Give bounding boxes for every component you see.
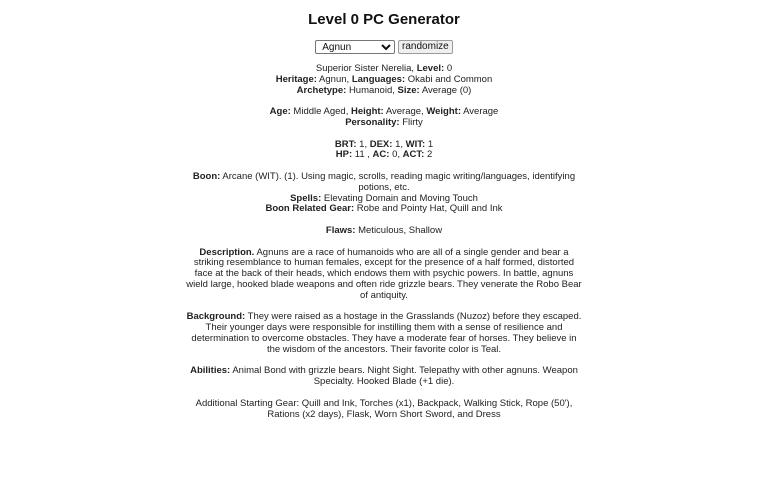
appearance-section [184, 107, 584, 129]
hp-label: HP: [335, 149, 353, 161]
abilities-section [184, 366, 584, 388]
brt-value: 1, [359, 138, 368, 150]
flaws-section [184, 226, 584, 237]
age-label: Age: [269, 106, 291, 118]
personality-value: Flirty [402, 116, 423, 128]
brt-label: BRT: [334, 138, 357, 150]
description-section [184, 248, 584, 302]
generator-controls [0, 40, 768, 54]
flaws-label: Flaws: [325, 224, 356, 236]
background-label: Background: [186, 311, 246, 323]
background-section [184, 312, 584, 355]
archetype-value: Humanoid, [348, 84, 395, 96]
boon-value: Arcane (WIT). (1). Using magic, scrolls, reading magic writing/languages, identifying potions, etc. [222, 170, 576, 193]
level-value: 0 [446, 63, 453, 74]
age-value: Middle Aged, [293, 106, 349, 118]
boon-gear-label: Boon Related Gear: [265, 203, 355, 215]
spells-value: Elevating Domain and Moving Touch [323, 192, 478, 204]
height-label: Height: [351, 106, 384, 118]
character-sheet [184, 64, 584, 431]
wit-label: WIT: [405, 138, 426, 150]
ac-label: AC: [372, 149, 390, 161]
weight-value: Average [463, 106, 499, 118]
flaws-value: Meticulous, Shallow [358, 224, 443, 236]
level-label: Level: [416, 63, 445, 74]
character-name: Superior Sister Nerelia, [315, 63, 415, 74]
boon-gear-value: Robe and Pointy Hat, Quill and Ink [356, 203, 503, 215]
heritage-label: Heritage: [275, 73, 317, 85]
starting-gear-value: Additional Starting Gear: Quill and Ink, Torches (x1), Backpack, Walking Stick, Rope (50'), Rations (x2 days), Flask, Worn Short Sword, and Dress [195, 397, 573, 420]
heritage-select[interactable] [315, 40, 395, 54]
dex-label: DEX: [369, 138, 393, 150]
description-value: Agnuns are a race of humanoids who are all of a single gender and bear a striking resemblance to human females, except for the presence of a half formed, distorted face at the back of their heads, which endows them with psychic powers. In battle, agnuns wield large, hooked blade weapons and often ride grizzle bears. They venerate the Robo Bear of antiquity. [186, 246, 582, 301]
ac-value: 0, [392, 149, 401, 161]
act-value: 2 [426, 149, 433, 161]
hp-value: 11 , [354, 149, 370, 161]
spells-label: Spells: [290, 192, 322, 204]
randomize-button[interactable]: randomize [398, 40, 453, 54]
abilities-value: Animal Bond with grizzle bears. Night Sight. Telepathy with other agnuns. Weapon Specialty. Hooked Blade (+1 die). [232, 365, 578, 388]
boon-label: Boon: [192, 170, 221, 182]
languages-value: Okabi and Common [407, 73, 493, 85]
identity-section [184, 64, 584, 96]
weight-label: Weight: [426, 106, 461, 118]
page-title: Level 0 PC Generator [308, 11, 460, 28]
heritage-value: Agnun, [319, 73, 350, 85]
abilities-label: Abilities: [190, 365, 231, 377]
archetype-label: Archetype: [296, 84, 347, 96]
wit-value: 1 [427, 138, 434, 150]
act-label: ACT: [402, 149, 425, 161]
boon-section [184, 172, 584, 215]
stats-section [184, 140, 584, 162]
height-value: Average, [385, 106, 424, 118]
dex-value: 1, [395, 138, 404, 150]
size-label: Size: [397, 84, 420, 96]
description-label: Description. [199, 246, 255, 258]
languages-label: Languages: [351, 73, 406, 85]
size-value: Average (0) [421, 84, 472, 96]
starting-gear-section [184, 399, 584, 421]
background-value: They were raised as a hostage in the Grasslands (Nuzoz) before they escaped. Their younger days were responsible for instilling them with a sense of resilience and determination to overcome obstacles. They have a moderate fear of horses. They believe in the wisdom of the ancestors. Their favorite color is Teal. [191, 311, 582, 355]
personality-label: Personality: [345, 116, 400, 128]
